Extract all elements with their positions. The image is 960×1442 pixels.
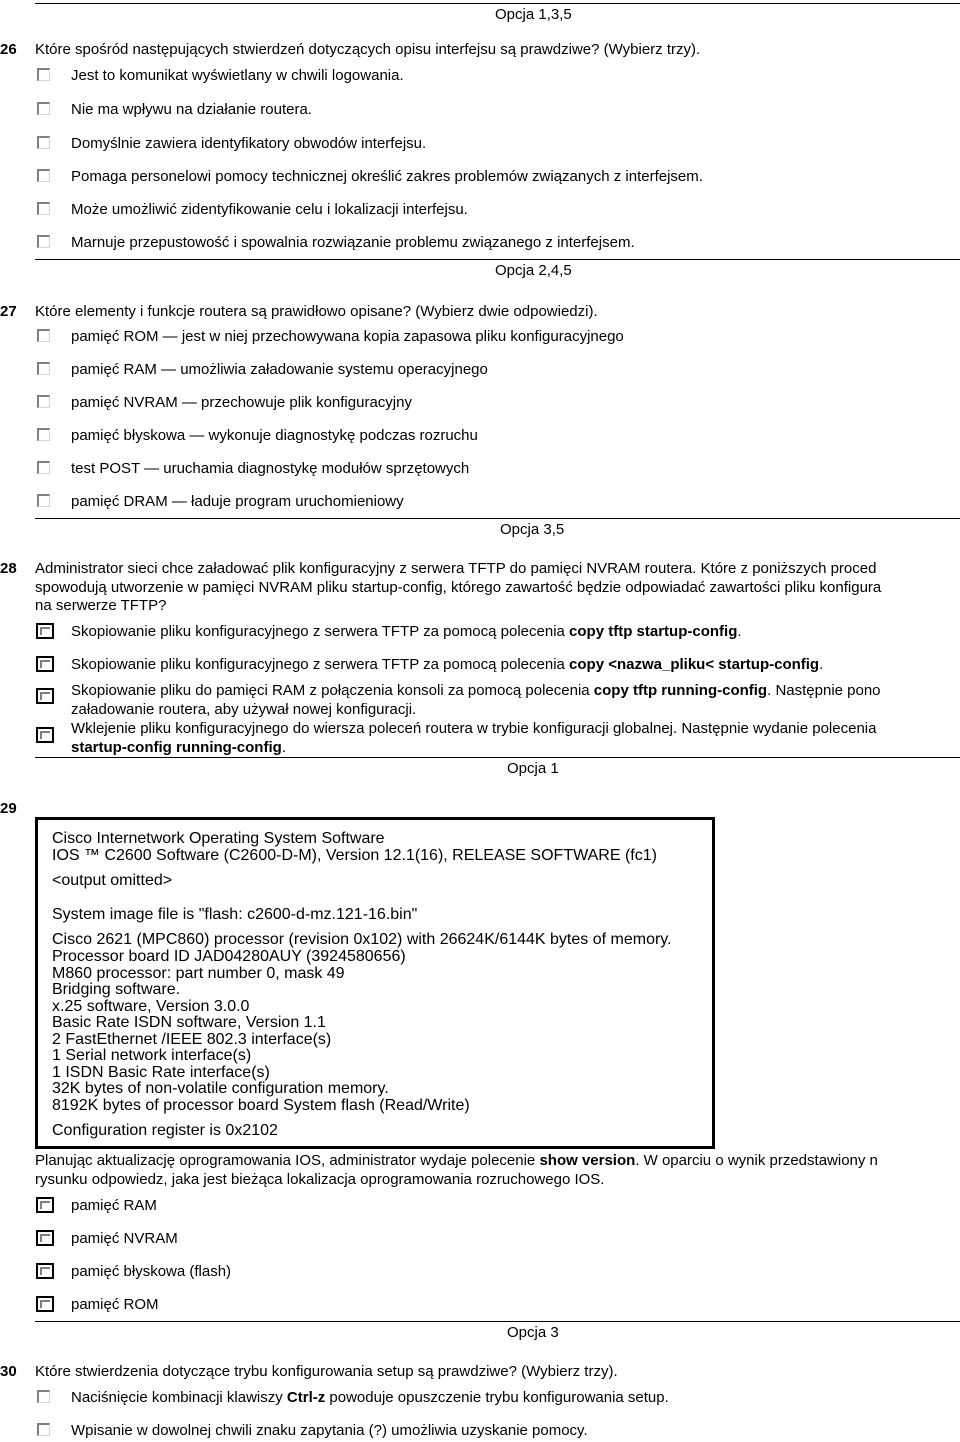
divider — [35, 518, 960, 519]
checkbox[interactable] — [37, 68, 50, 81]
divider — [35, 757, 960, 758]
question-number: 27 — [0, 303, 17, 320]
question-text: Planując aktualizację oprogramowania IOS, administrator wydaje polecenie show version. W oparciu o wynik przedstawiony n — [35, 1152, 878, 1169]
console-line: 1 ISDN Basic Rate interface(s) — [52, 1064, 270, 1081]
divider — [35, 3, 960, 4]
console-line: Cisco Internetwork Operating System Software — [52, 830, 385, 847]
answer-q28: Opcja 1 — [507, 760, 559, 777]
console-line: 1 Serial network interface(s) — [52, 1047, 252, 1064]
console-line: 32K bytes of non-volatile configuration memory. — [52, 1080, 389, 1097]
divider — [35, 259, 960, 260]
option-text: Może umożliwić zidentyfikowanie celu i lokalizacji interfejsu. — [71, 201, 468, 218]
question-text: spowodują utworzenie w pamięci NVRAM pliku startup-config, którego zawartość będzie odpowiadać zawartości pliku konfigura — [35, 579, 882, 596]
option-text: Skopiowanie pliku konfiguracyjnego z serwera TFTP za pomocą polecenia copy <nazwa_pliku< startup-config. — [71, 656, 824, 673]
question-text: na serwerze TFTP? — [35, 597, 167, 614]
radio-button[interactable] — [36, 1197, 54, 1213]
divider — [35, 1321, 960, 1322]
console-line: Configuration register is 0x2102 — [52, 1122, 278, 1139]
checkbox[interactable] — [37, 395, 50, 408]
answer-q26: Opcja 2,4,5 — [495, 262, 572, 279]
option-text: pamięć RAM — [71, 1197, 157, 1214]
checkbox[interactable] — [37, 169, 50, 182]
checkbox[interactable] — [37, 428, 50, 441]
checkbox[interactable] — [37, 235, 50, 248]
console-line: Basic Rate ISDN software, Version 1.1 — [52, 1014, 326, 1031]
checkbox[interactable] — [37, 136, 50, 149]
option-text: pamięć ROM — [71, 1296, 159, 1313]
option-text: pamięć NVRAM — przechowuje plik konfiguracyjny — [71, 394, 412, 411]
answer-q25: Opcja 1,3,5 — [495, 6, 572, 23]
checkbox[interactable] — [37, 102, 50, 115]
radio-button[interactable] — [36, 688, 54, 704]
question-text: Które stwierdzenia dotyczące trybu konfigurowania setup są prawdziwe? (Wybierz trzy). — [35, 1363, 618, 1380]
option-text: załadowanie routera, aby używał nowej konfiguracji. — [71, 701, 417, 718]
question-text: Które elementy i funkcje routera są prawidłowo opisane? (Wybierz dwie odpowiedzi). — [35, 303, 598, 320]
radio-button[interactable] — [36, 656, 54, 672]
console-line: Processor board ID JAD04280AUY (3924580656) — [52, 948, 406, 965]
checkbox[interactable] — [37, 329, 50, 342]
radio-button[interactable] — [36, 1230, 54, 1246]
option-text: Naciśnięcie kombinacji klawiszy Ctrl-z powoduje opuszczenie trybu konfigurowania setup. — [71, 1389, 669, 1406]
checkbox[interactable] — [37, 1423, 50, 1436]
question-number: 26 — [0, 41, 17, 58]
radio-button[interactable] — [36, 1263, 54, 1279]
option-text: Skopiowanie pliku do pamięci RAM z połączenia konsoli za pomocą polecenia copy tftp running-config. Następnie pono — [71, 682, 881, 699]
option-text: pamięć błyskowa — wykonuje diagnostykę podczas rozruchu — [71, 427, 478, 444]
question-number: 28 — [0, 560, 17, 577]
answer-q27: Opcja 3,5 — [500, 521, 565, 538]
checkbox[interactable] — [37, 362, 50, 375]
option-text: startup-config running-config. — [71, 739, 286, 756]
option-text: Wklejenie pliku konfiguracyjnego do wiersza poleceń routera w trybie konfiguracji globalnej. Następnie wydanie polecenia — [71, 720, 877, 737]
radio-button[interactable] — [36, 623, 54, 639]
option-text: Domyślnie zawiera identyfikatory obwodów interfejsu. — [71, 135, 427, 152]
option-text: pamięć ROM — jest w niej przechowywana kopia zapasowa pliku konfiguracyjnego — [71, 328, 624, 345]
option-text: pamięć NVRAM — [71, 1230, 178, 1247]
option-text: Pomaga personelowi pomocy technicznej określić zakres problemów związanych z interfejsem. — [71, 168, 703, 185]
option-text: test POST — uruchamia diagnostykę modułów sprzętowych — [71, 460, 470, 477]
answer-q29: Opcja 3 — [507, 1324, 559, 1341]
console-line: 2 FastEthernet /IEEE 802.3 interface(s) — [52, 1031, 332, 1048]
console-line: IOS ™ C2600 Software (C2600-D-M), Version 12.1(16), RELEASE SOFTWARE (fc1) — [52, 847, 657, 864]
console-line: Cisco 2621 (MPC860) processor (revision 0x102) with 26624K/6144K bytes of memory. — [52, 931, 672, 948]
question-number: 30 — [0, 1363, 17, 1380]
console-line: <output omitted> — [52, 872, 173, 889]
checkbox[interactable] — [37, 461, 50, 474]
radio-button[interactable] — [36, 727, 54, 743]
question-text: Administrator sieci chce załadować plik konfiguracyjny z serwera TFTP do pamięci NVRAM routera. Które z poniższych proced — [35, 560, 877, 577]
console-output — [35, 817, 715, 1149]
option-text: Nie ma wpływu na działanie routera. — [71, 101, 312, 118]
option-text: Wpisanie w dowolnej chwili znaku zapytania (?) umożliwia uzyskanie pomocy. — [71, 1422, 588, 1439]
console-line: System image file is "flash: c2600-d-mz.121-16.bin" — [52, 906, 418, 923]
radio-button[interactable] — [36, 1296, 54, 1312]
checkbox[interactable] — [37, 494, 50, 507]
checkbox[interactable] — [37, 202, 50, 215]
console-line: Bridging software. — [52, 981, 181, 998]
console-line: x.25 software, Version 3.0.0 — [52, 998, 250, 1015]
option-text: Jest to komunikat wyświetlany w chwili logowania. — [71, 67, 404, 84]
checkbox[interactable] — [37, 1390, 50, 1403]
console-line: 8192K bytes of processor board System flash (Read/Write) — [52, 1097, 470, 1114]
question-text: rysunku odpowiedz, jaka jest bieżąca lokalizacja oprogramowania rozruchowego IOS. — [35, 1171, 605, 1188]
question-number: 29 — [0, 800, 17, 817]
console-line: M860 processor: part number 0, mask 49 — [52, 965, 345, 982]
option-text: pamięć RAM — umożliwia załadowanie systemu operacyjnego — [71, 361, 488, 378]
question-text: Które spośród następujących stwierdzeń dotyczących opisu interfejsu są prawdziwe? (Wybierz trzy). — [35, 41, 701, 58]
option-text: Skopiowanie pliku konfiguracyjnego z serwera TFTP za pomocą polecenia copy tftp startup-config. — [71, 623, 742, 640]
option-text: Marnuje przepustowość i spowalnia rozwiązanie problemu związanego z interfejsem. — [71, 234, 635, 251]
option-text: pamięć DRAM — ładuje program uruchomieniowy — [71, 493, 404, 510]
option-text: pamięć błyskowa (flash) — [71, 1263, 232, 1280]
